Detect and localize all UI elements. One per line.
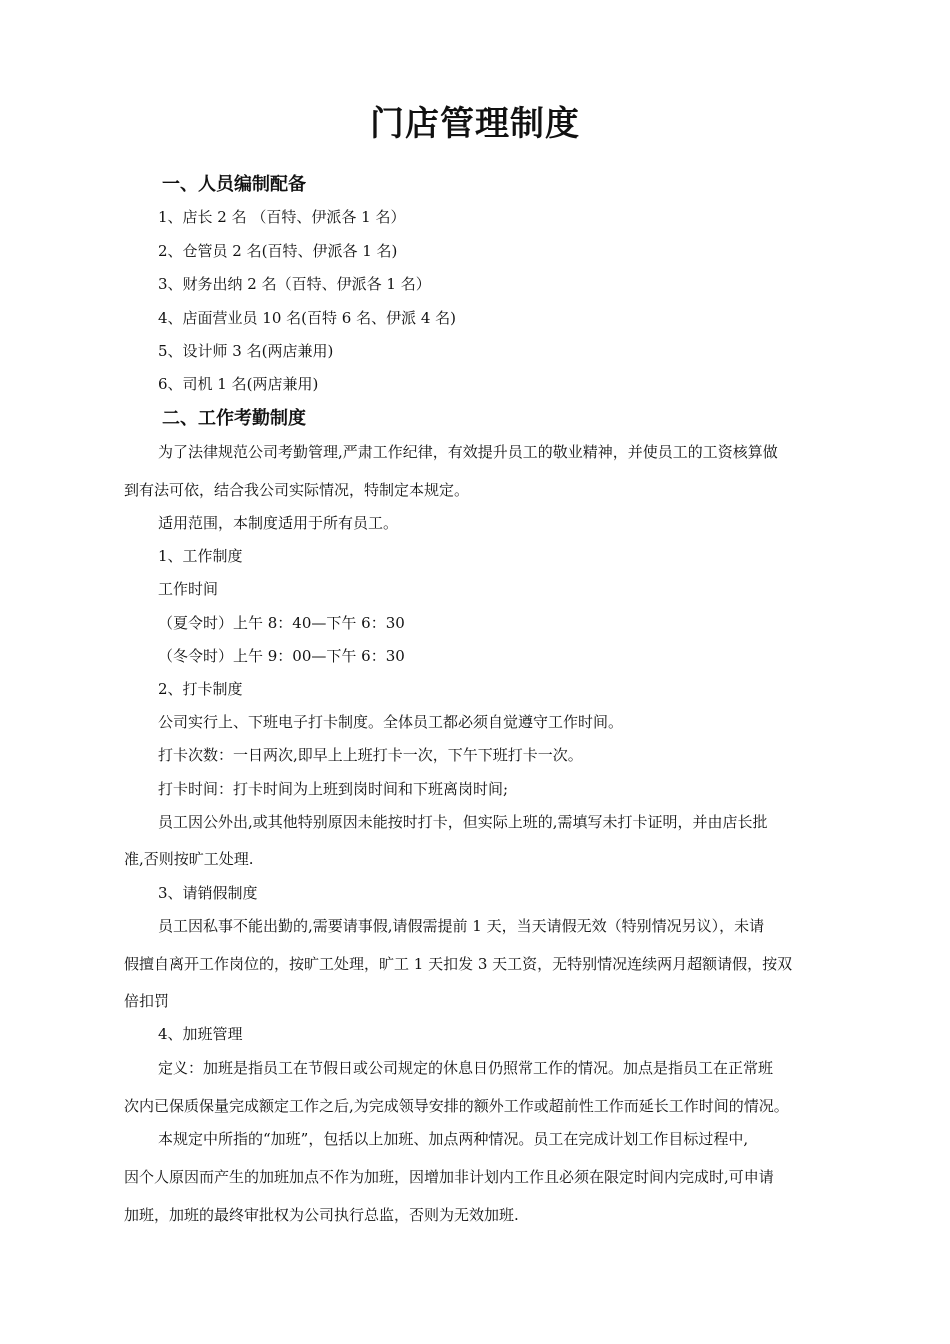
paragraph-line: （冬令时）上午 9：00—下午 6：30 [158,647,405,665]
paragraph-line: 到有法可依，结合我公司实际情况，特制定本规定。 [124,481,470,499]
paragraph-line: 本规定中所指的“加班”，包括以上加班、加点两种情况。员工在完成计划工作目标过程中, [158,1130,749,1148]
paragraph-line: 打卡次数：一日两次,即早上上班打卡一次，下午下班打卡一次。 [158,746,583,764]
paragraph-line: 假擅自离开工作岗位的，按旷工处理，旷工 1 天扣发 3 天工资，无特别情况连续两月超额请假，按双 [124,955,793,973]
staff-item: 5、设计师 3 名(两店兼用) [158,342,334,360]
paragraph-line: 次内已保质保量完成额定工作之后,为完成领导安排的额外工作或超前性工作而延长工作时间的情况。 [124,1097,789,1115]
subsection-title: 3、请销假制度 [158,884,258,902]
staff-item: 3、财务出纳 2 名（百特、伊派各 1 名） [158,275,431,293]
paragraph-line: 为了法律规范公司考勤管理,严肃工作纪律，有效提升员工的敬业精神，并使员工的工资核算做 [158,443,778,461]
paragraph-line: 加班，加班的最终审批权为公司执行总监，否则为无效加班. [124,1206,519,1224]
paragraph-line: 准,否则按旷工处理. [124,850,254,868]
paragraph-line: 公司实行上、下班电子打卡制度。全体员工都必须自觉遵守工作时间。 [158,713,624,731]
staff-item: 2、仓管员 2 名(百特、伊派各 1 名) [158,242,398,260]
paragraph-line: 因个人原因而产生的加班加点不作为加班，因增加非计划内工作且必须在限定时间内完成时,可申请 [124,1168,774,1186]
paragraph-line: （夏令时）上午 8：40—下午 6：30 [158,614,405,632]
subsection-title: 4、加班管理 [158,1025,243,1043]
paragraph-line: 适用范围，本制度适用于所有员工。 [158,514,399,532]
paragraph-line: 员工因公外出,或其他特别原因未能按时打卡，但实际上班的,需填写未打卡证明，并由店长批 [158,813,768,831]
staff-item: 6、司机 1 名(两店兼用) [158,375,319,393]
staff-item: 4、店面营业员 10 名(百特 6 名、伊派 4 名) [158,309,457,327]
paragraph-line: 倍扣罚 [124,992,170,1010]
paragraph-line: 工作时间 [158,580,219,598]
section-heading-staffing: 一、人员编制配备 [162,174,306,195]
paragraph-line: 定义：加班是指员工在节假日或公司规定的休息日仍照常工作的情况。加点是指员工在正常班 [158,1059,774,1077]
staff-item: 1、店长 2 名 （百特、伊派各 1 名） [158,208,406,226]
section-heading-attendance: 二、工作考勤制度 [162,408,306,429]
subsection-title: 2、打卡制度 [158,680,243,698]
page-title: 门店管理制度 [370,104,580,144]
paragraph-line: 员工因私事不能出勤的,需要请事假,请假需提前 1 天，当天请假无效（特别情况另议），未请 [158,917,765,935]
subsection-title: 1、工作制度 [158,547,243,565]
paragraph-line: 打卡时间：打卡时间为上班到岗时间和下班离岗时间; [158,780,509,798]
